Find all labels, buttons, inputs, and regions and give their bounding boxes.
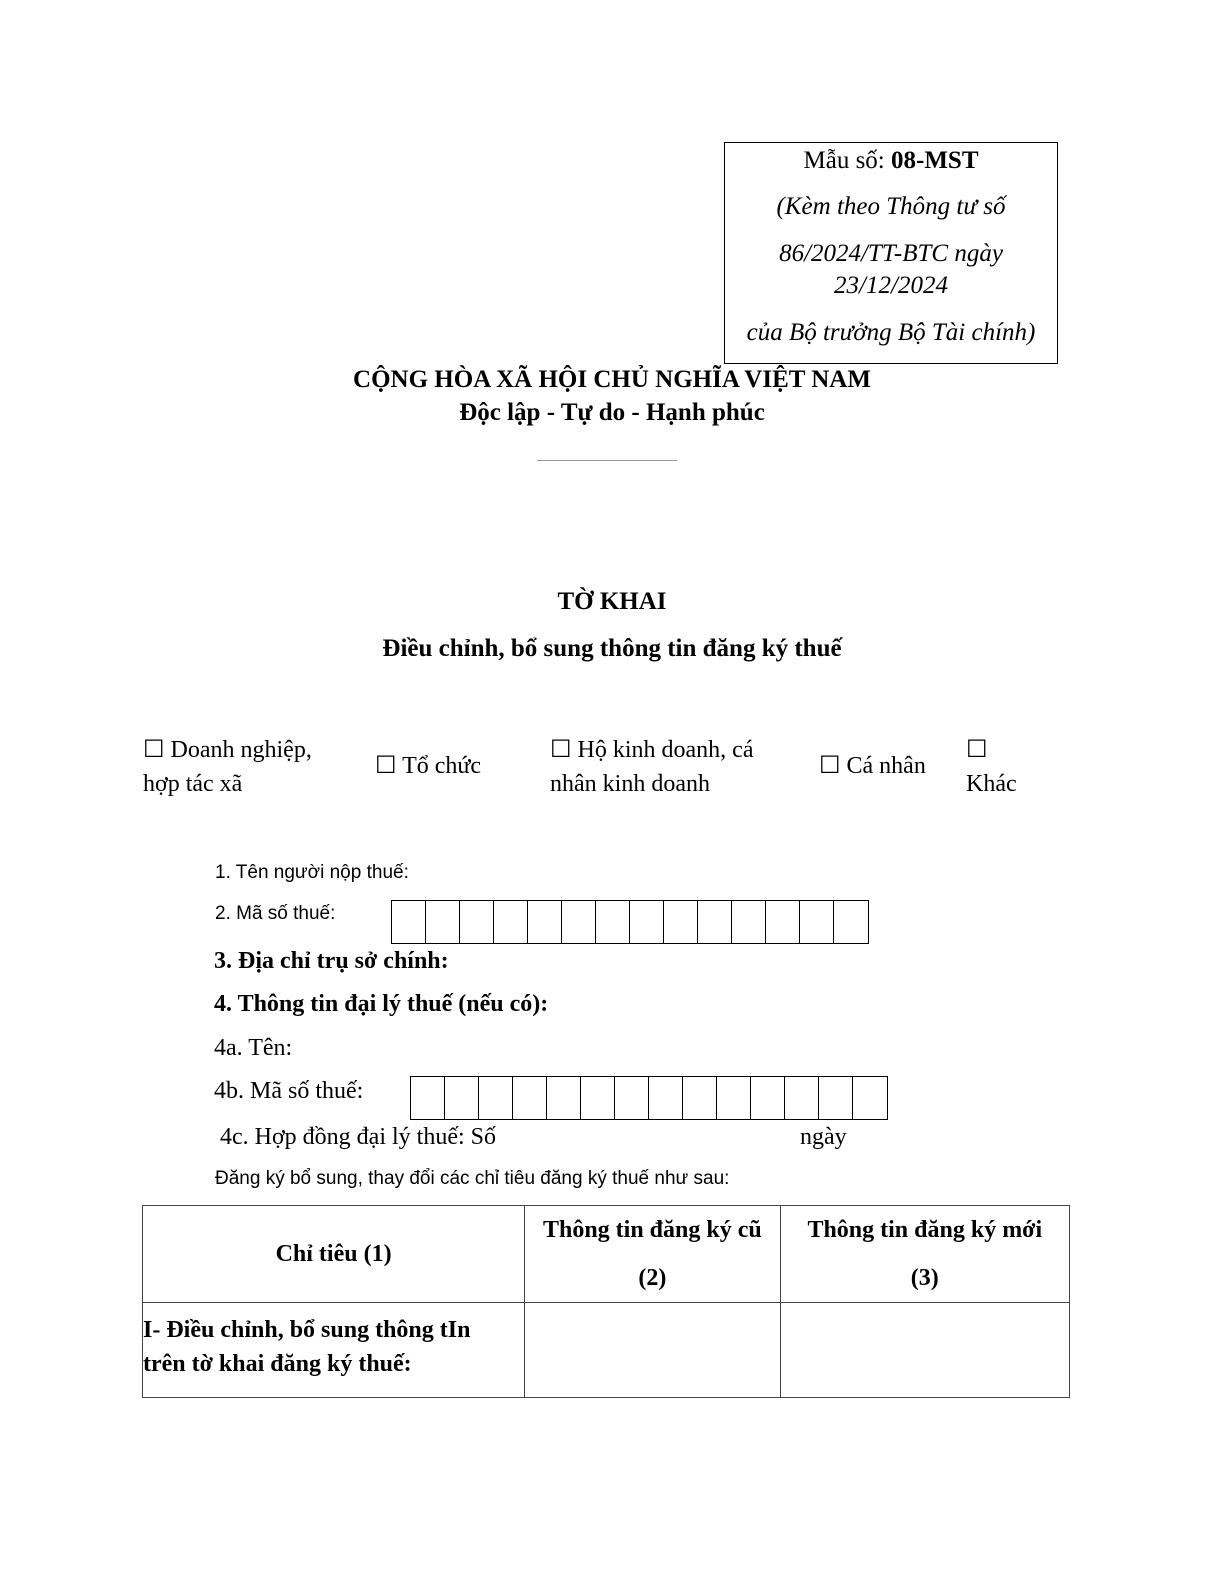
field-agent-contract-date-label: ngày xyxy=(800,1124,847,1150)
country-name: CỘNG HÒA XÃ HỘI CHỦ NGHĨA VIỆT NAM xyxy=(353,366,871,393)
tax-code-cell[interactable] xyxy=(664,901,698,943)
tax-code-cell[interactable] xyxy=(732,901,766,943)
agent-tax-code-cell[interactable] xyxy=(513,1077,547,1119)
option-household-label-2: nhân kinh doanh xyxy=(550,771,710,797)
checkbox-icon[interactable]: ☐ xyxy=(550,737,572,763)
option-household-label-1: Hộ kinh doanh, cá xyxy=(577,737,754,763)
form-number xyxy=(725,147,1057,175)
option-other[interactable] xyxy=(966,733,1017,801)
checkbox-icon[interactable]: ☐ xyxy=(966,737,988,763)
registration-intro: Đăng ký bổ sung, thay đổi các chỉ tiêu đăng ký thuế như sau: xyxy=(215,1168,730,1189)
tax-code-cell[interactable] xyxy=(596,901,630,943)
agent-tax-code-cell[interactable] xyxy=(819,1077,853,1119)
form-number-code: 08-MST xyxy=(891,147,979,174)
agent-tax-code-cell[interactable] xyxy=(479,1077,513,1119)
option-enterprise[interactable] xyxy=(143,733,312,801)
agent-tax-code-cells[interactable] xyxy=(410,1076,888,1120)
table-row xyxy=(143,1303,1070,1398)
agent-tax-code-cell[interactable] xyxy=(853,1077,887,1119)
agent-tax-code-cell[interactable] xyxy=(445,1077,479,1119)
agent-tax-code-cell[interactable] xyxy=(785,1077,819,1119)
tax-code-cell[interactable] xyxy=(698,901,732,943)
tax-code-cell[interactable] xyxy=(460,901,494,943)
table-row-criteria-line-1: I- Điều chỉnh, bổ sung thông tIn xyxy=(143,1317,471,1343)
table-row-criteria xyxy=(143,1303,525,1398)
agent-tax-code-cell[interactable] xyxy=(683,1077,717,1119)
form-number-prefix: Mẫu số: xyxy=(803,147,891,174)
option-enterprise-label-2: hợp tác xã xyxy=(143,771,243,797)
agent-tax-code-cell[interactable] xyxy=(615,1077,649,1119)
tax-code-cell[interactable] xyxy=(426,901,460,943)
table-header-old-info xyxy=(525,1206,780,1303)
agent-tax-code-cell[interactable] xyxy=(751,1077,785,1119)
header-divider xyxy=(537,460,677,461)
table-header-criteria: Chỉ tiêu (1) xyxy=(143,1206,525,1303)
checkbox-icon[interactable]: ☐ xyxy=(143,737,165,763)
field-agent-contract-label: 4c. Hợp đồng đại lý thuế: Số xyxy=(220,1124,496,1150)
field-taxpayer-name-label: 1. Tên người nộp thuế: xyxy=(215,862,409,883)
agent-tax-code-cell[interactable] xyxy=(649,1077,683,1119)
option-organization-label: Tổ chức xyxy=(402,753,482,779)
field-tax-agent-info-label: 4. Thông tin đại lý thuế (nếu có): xyxy=(214,991,549,1017)
table-row-criteria-line-2: trên tờ khai đăng ký thuế: xyxy=(143,1351,412,1377)
tax-code-cell[interactable] xyxy=(766,901,800,943)
agent-tax-code-cell[interactable] xyxy=(547,1077,581,1119)
option-household-business[interactable] xyxy=(550,733,753,801)
tax-code-cells[interactable] xyxy=(391,900,869,944)
table-header-old-info-number: (2) xyxy=(638,1265,667,1291)
field-head-office-address-label: 3. Địa chỉ trụ sở chính: xyxy=(214,948,449,974)
registration-table xyxy=(142,1205,1070,1398)
page-subtitle: Điều chỉnh, bổ sung thông tin đăng ký thuế xyxy=(382,635,842,662)
tax-code-cell[interactable] xyxy=(834,901,868,943)
option-individual[interactable] xyxy=(819,749,926,783)
checkbox-icon[interactable]: ☐ xyxy=(819,753,841,779)
field-tax-code-label: 2. Mã số thuế: xyxy=(215,903,336,924)
table-header-row xyxy=(143,1206,1070,1303)
tax-code-cell[interactable] xyxy=(562,901,596,943)
tax-code-cell[interactable] xyxy=(800,901,834,943)
form-box-line-5: của Bộ trưởng Bộ Tài chính) xyxy=(746,319,1036,346)
checkbox-icon[interactable]: ☐ xyxy=(375,753,397,779)
option-organization[interactable] xyxy=(375,749,481,783)
field-agent-name-label: 4a. Tên: xyxy=(214,1035,293,1061)
table-cell-old-info[interactable] xyxy=(525,1303,780,1398)
country-motto: Độc lập - Tự do - Hạnh phúc xyxy=(459,399,765,426)
table-header-new-info-label: Thông tin đăng ký mới xyxy=(807,1217,1043,1243)
tax-code-cell[interactable] xyxy=(528,901,562,943)
form-box-line-4: 23/12/2024 xyxy=(834,272,948,299)
table-header-old-info-label: Thông tin đăng ký cũ xyxy=(542,1217,762,1243)
form-number-box xyxy=(724,142,1058,364)
tax-code-cell[interactable] xyxy=(630,901,664,943)
table-cell-new-info[interactable] xyxy=(780,1303,1069,1398)
table-header-new-info xyxy=(780,1206,1069,1303)
tax-code-cell[interactable] xyxy=(494,901,528,943)
field-agent-tax-code-label: 4b. Mã số thuế: xyxy=(214,1078,364,1104)
option-individual-label: Cá nhân xyxy=(846,753,926,779)
agent-tax-code-cell[interactable] xyxy=(581,1077,615,1119)
page-title: TỜ KHAI xyxy=(557,588,667,615)
tax-code-cell[interactable] xyxy=(392,901,426,943)
option-enterprise-label-1: Doanh nghiệp, xyxy=(170,737,312,763)
table-header-new-info-number: (3) xyxy=(910,1265,939,1291)
agent-tax-code-cell[interactable] xyxy=(717,1077,751,1119)
form-box-line-3: 86/2024/TT-BTC ngày xyxy=(779,240,1003,267)
form-box-line-2: (Kèm theo Thông tư số xyxy=(776,193,1006,220)
option-other-label: Khác xyxy=(966,771,1017,797)
agent-tax-code-cell[interactable] xyxy=(411,1077,445,1119)
